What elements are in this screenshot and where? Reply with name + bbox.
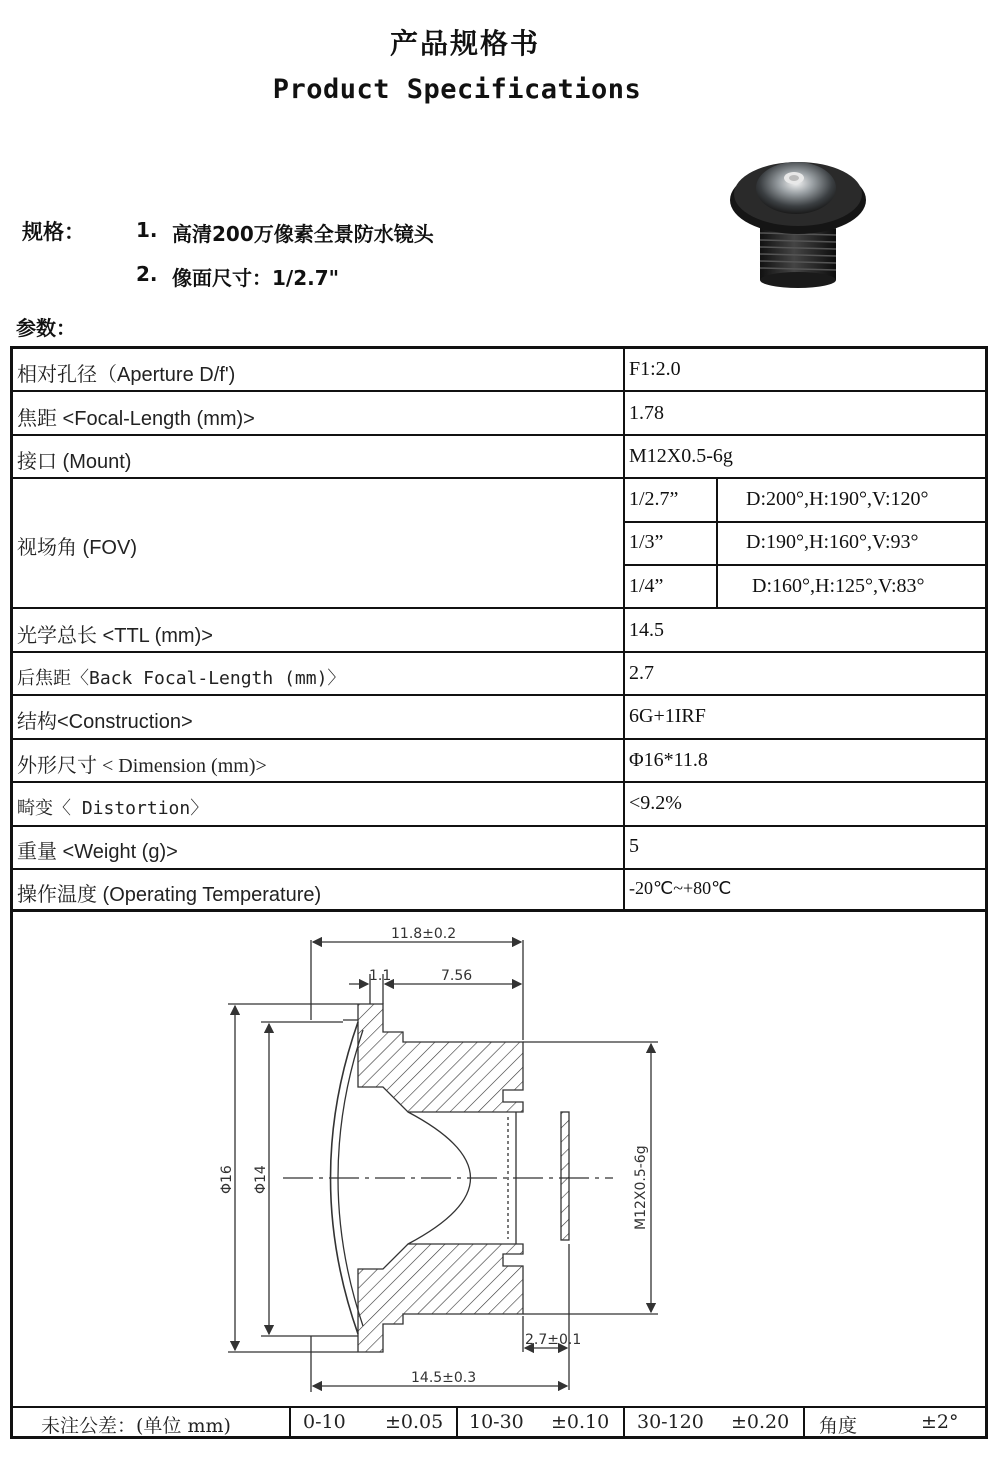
dimension-inner-diameter-label: Φ14	[253, 1165, 269, 1194]
aperture-value: F1:2.0	[629, 358, 681, 380]
table-row	[13, 740, 985, 783]
dimension-thread-label: M12X0.5-6g	[633, 1145, 649, 1230]
page-title-cn: 产品规格书	[389, 27, 540, 60]
fov-size-3: 1/4”	[629, 575, 664, 597]
table-row	[13, 827, 985, 870]
focal-length-value: 1.78	[629, 402, 664, 424]
lens-product-image	[722, 148, 872, 296]
dimension-flange-label: 1.1	[369, 968, 392, 984]
spec-item-2-text: 像面尺寸：1/2.7"	[172, 266, 340, 290]
fov-row-divider	[625, 564, 985, 566]
ttl-label: 光学总长 <TTL (mm)>	[17, 625, 213, 647]
lens-technical-drawing	[13, 912, 985, 1406]
dimension-label: 外形尺寸 < Dimension (mm)>	[17, 755, 267, 777]
tolerance-value-3: ±0.20	[731, 1411, 790, 1433]
back-focal-value: 2.7	[629, 662, 654, 684]
weight-label: 重量 <Weight (g)>	[17, 841, 178, 863]
back-focal-label: 后焦距〈Back Focal-Length (mm)〉	[17, 668, 346, 689]
table-row	[13, 392, 985, 436]
fov-label: 视场角 (FOV)	[17, 537, 137, 559]
construction-value: 6G+1IRF	[629, 705, 706, 727]
table-row	[13, 870, 985, 912]
construction-label: 结构<Construction>	[17, 711, 193, 733]
table-row	[13, 349, 985, 392]
dimension-value: Φ16*11.8	[629, 749, 708, 771]
distortion-label: 畸变〈 Distortion〉	[17, 798, 209, 819]
table-row	[13, 609, 985, 653]
ttl-value: 14.5	[629, 619, 664, 641]
spec-label: 规格：	[22, 220, 85, 244]
table-row	[13, 436, 985, 479]
table-row	[13, 783, 985, 827]
tolerance-value-4: ±2°	[921, 1411, 959, 1433]
tolerance-divider	[289, 1408, 291, 1438]
temperature-value: -20℃~+80℃	[629, 878, 732, 898]
fov-angles-1: D:200°,H:190°,V:120°	[746, 488, 929, 510]
mount-label: 接口 (Mount)	[17, 451, 132, 473]
fov-row-divider	[625, 521, 985, 523]
tolerance-range-4: 角度	[819, 1415, 858, 1437]
dimension-body-label: 7.56	[441, 968, 473, 984]
mount-value: M12X0.5-6g	[629, 445, 733, 467]
table-row	[13, 696, 985, 740]
tolerance-value-2: ±0.10	[551, 1411, 610, 1433]
dimension-ttl-label: 14.5±0.3	[411, 1370, 477, 1386]
dimension-back-focal-label: 2.7±0.1	[525, 1332, 582, 1348]
tolerance-value-1: ±0.05	[385, 1411, 444, 1433]
tolerance-divider	[623, 1408, 625, 1438]
tolerance-range-3: 30-120	[637, 1411, 704, 1433]
fov-angles-2: D:190°,H:160°,V:93°	[746, 531, 919, 553]
fov-size-2: 1/3”	[629, 531, 664, 553]
tolerance-range-1: 0-10	[303, 1411, 346, 1433]
dimension-outer-diameter-label: Φ16	[219, 1165, 235, 1194]
table-row	[13, 653, 985, 696]
aperture-label: 相对孔径（Aperture D/f')	[17, 364, 236, 386]
spec-item-2-num: 2.	[136, 262, 158, 286]
fov-angles-3: D:160°,H:125°,V:83°	[752, 575, 925, 597]
fov-size-1: 1/2.7”	[629, 488, 679, 510]
focal-length-label: 焦距 <Focal-Length (mm)>	[17, 408, 255, 430]
tolerance-label: 未注公差：(单位 mm)	[41, 1415, 231, 1437]
page-title-en: Product Specifications	[272, 74, 642, 105]
spec-item-1-num: 1.	[136, 218, 158, 242]
distortion-value: <9.2%	[629, 792, 682, 814]
spec-item-1-text: 高清200万像素全景防水镜头	[172, 222, 434, 246]
tolerance-row	[13, 1406, 985, 1438]
weight-value: 5	[629, 835, 639, 857]
params-label: 参数：	[16, 316, 76, 340]
dimension-length-label: 11.8±0.2	[391, 926, 457, 942]
tolerance-range-2: 10-30	[469, 1411, 524, 1433]
tolerance-divider	[456, 1408, 458, 1438]
tolerance-divider	[803, 1408, 805, 1438]
temperature-label: 操作温度 (Operating Temperature)	[17, 884, 322, 906]
